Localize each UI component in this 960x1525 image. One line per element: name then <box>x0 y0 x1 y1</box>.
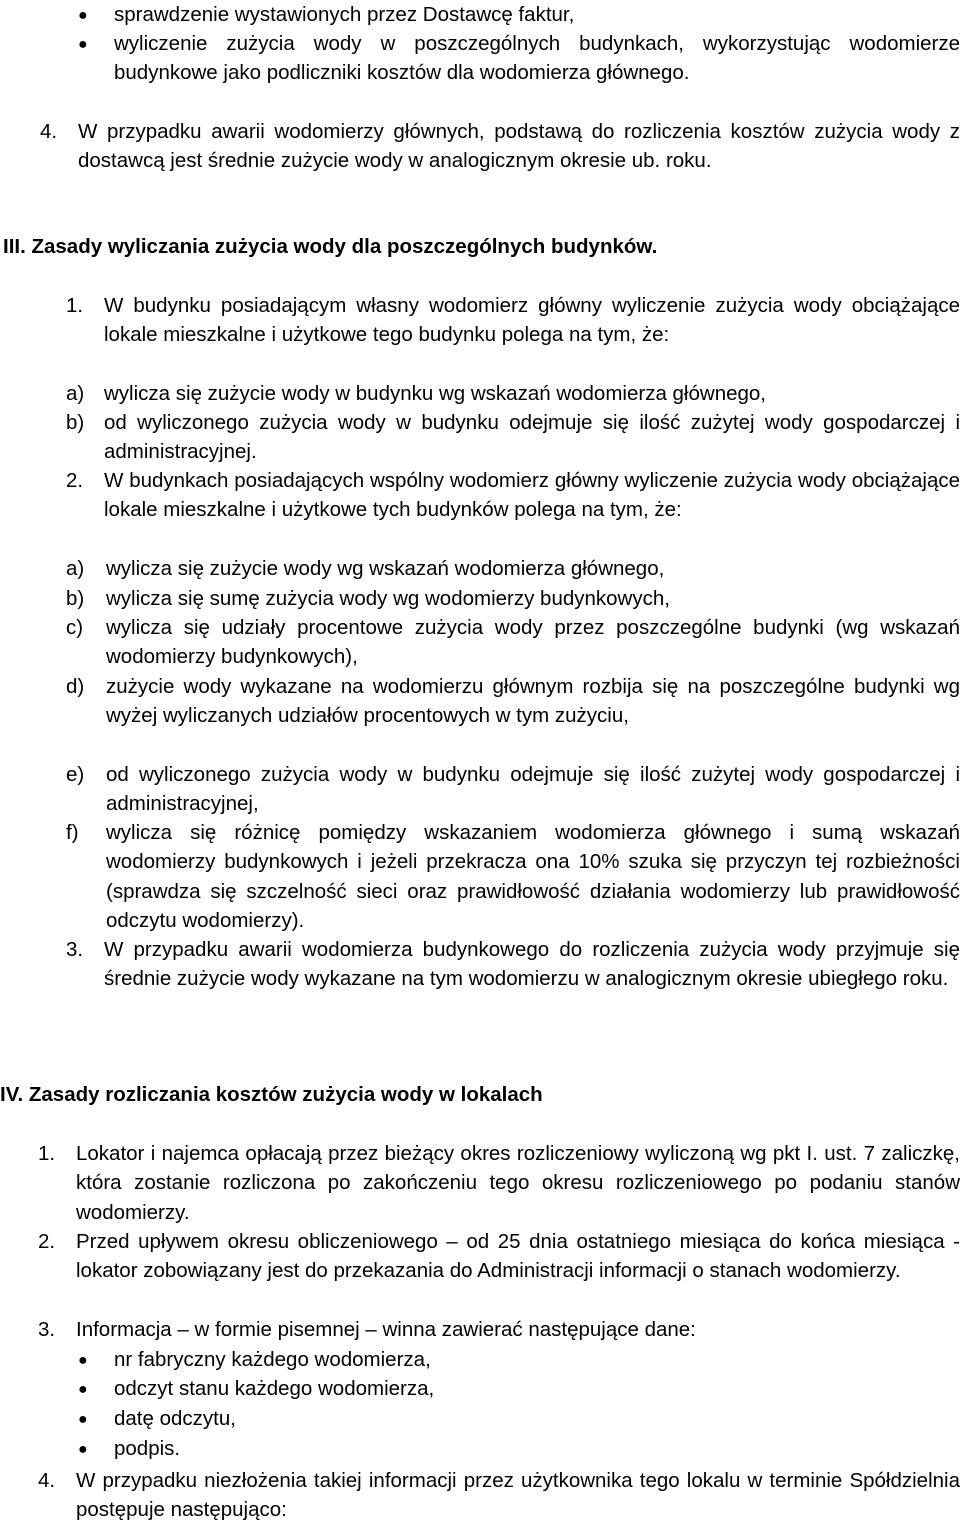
item-number: 4. <box>40 120 58 143</box>
item-number: 2. <box>66 469 84 492</box>
sub-item-text: wylicza się sumę zużycia wody wg wodomierzy budynkowych, <box>106 587 670 610</box>
sub-item-marker: a) <box>66 382 85 405</box>
numbered-item <box>66 466 960 525</box>
item-number: 1. <box>38 1142 56 1165</box>
sub-item-text: wylicza się różnicę pomiędzy wskazaniem wodomierza głównego i sumą wskazań wodomierzy budynkowych i jeżeli przekracza ona 10% szuka się przyczyn tej rozbieżności (sprawdza się szczelność sieci oraz prawidłowość działania wodomierzy lub prawidłowość odczytu wodomierzy). <box>106 821 960 932</box>
numbered-item <box>38 1315 960 1344</box>
item-text: W przypadku niezłożenia takiej informacji przez użytkownika tego lokalu w terminie Spółdzielnia postępuje następująco: <box>76 1469 960 1522</box>
numbered-item <box>38 1227 960 1286</box>
numbered-item <box>38 1466 960 1525</box>
bullet-icon: ● <box>78 1381 88 1398</box>
sub-item <box>66 818 960 935</box>
list-item-text: odczyt stanu każdego wodomierza, <box>114 1377 435 1400</box>
item-text: Przed upływem okresu obliczeniowego – od 25 dnia ostatniego miesiąca do końca miesiąca - lokator zobowiązany jest do przekazania do Administracji informacji o stanach wodomierzy. <box>76 1230 960 1283</box>
list-item-text: podpis. <box>114 1437 181 1460</box>
sub-item-marker: f) <box>66 821 79 844</box>
sub-item-marker: e) <box>66 763 85 786</box>
list-item-text: nr fabryczny każdego wodomierza, <box>114 1348 431 1371</box>
list-item <box>78 1404 960 1434</box>
sub-item-text: wylicza się zużycie wody w budynku wg wskazań wodomierza głównego, <box>104 382 766 405</box>
numbered-item <box>66 935 960 994</box>
item-text: Informacja – w formie pisemnej – winna zawierać następujące dane: <box>76 1318 696 1341</box>
sub-item-text: wylicza się udziały procentowe zużycia wody przez poszczególne budynki (wg wskazań wodomierzy budynkowych), <box>106 616 960 669</box>
sub-item-text: zużycie wody wykazane na wodomierzu głównym rozbija się na poszczególne budynki wg wyżej wyliczanych udziałów procentowych w tym zużyciu, <box>106 675 960 728</box>
section-heading: III. Zasady wyliczania zużycia wody dla poszczególnych budynków. <box>3 235 658 258</box>
sub-item-text: od wyliczonego zużycia wody w budynku odejmuje się ilość zużytej wody gospodarczej i administracyjnej, <box>106 763 960 816</box>
item-text: W budynku posiadającym własny wodomierz główny wyliczenie zużycia wody obciążające lokale mieszkalne i użytkowe tego budynku polega na tym, że: <box>104 294 960 347</box>
item-text: Lokator i najemca opłacają przez bieżący okres rozliczeniowy wyliczoną wg pkt I. ust. 7 zaliczkę, która zostanie rozliczona po zakończeniu tego okresu rozliczeniowego po podaniu stanów wodomierzy. <box>76 1142 960 1224</box>
sub-item-marker: d) <box>66 675 85 698</box>
section-heading: IV. Zasady rozliczania kosztów zużycia wody w lokalach <box>0 1083 543 1106</box>
numbered-item <box>38 1139 960 1227</box>
numbered-item <box>40 117 960 176</box>
sub-item-text: od wyliczonego zużycia wody w budynku odejmuje się ilość zużytej wody gospodarczej i administracyjnej. <box>104 411 960 464</box>
sub-item <box>66 672 960 731</box>
sub-item-marker: c) <box>66 616 84 639</box>
item-text: W przypadku awarii wodomierza budynkowego do rozliczenia zużycia wody przyjmuje się średnie zużycie wody wykazane na tym wodomierzu w analogicznym okresie ubiegłego roku. <box>104 938 960 991</box>
numbered-item <box>66 291 960 350</box>
item-number: 4. <box>38 1469 56 1492</box>
sub-item <box>66 584 960 613</box>
bullet-icon: ● <box>78 1441 88 1458</box>
sub-item-text: wylicza się zużycie wody wg wskazań wodomierza głównego, <box>106 557 665 580</box>
sub-item-marker: a) <box>66 557 85 580</box>
bullet-icon: ● <box>78 1411 88 1428</box>
list-item <box>78 0 960 30</box>
sub-item <box>66 408 960 467</box>
sub-item-marker: b) <box>66 587 85 610</box>
item-text: W przypadku awarii wodomierzy głównych, podstawą do rozliczenia kosztów zużycia wody z dostawcą jest średnie zużycie wody w analogicznym okresie ub. roku. <box>78 120 960 173</box>
sub-item <box>66 379 960 408</box>
item-number: 2. <box>38 1230 56 1253</box>
sub-item <box>66 554 960 583</box>
item-number: 3. <box>38 1318 56 1341</box>
sub-item <box>66 760 960 819</box>
list-item <box>78 29 960 88</box>
item-text: W budynkach posiadających wspólny wodomierz główny wyliczenie zużycia wody obciążające lokale mieszkalne i użytkowe tych budynków polega na tym, że: <box>104 469 960 522</box>
list-item <box>78 1345 960 1375</box>
list-item <box>78 1434 960 1464</box>
list-item-text: sprawdzenie wystawionych przez Dostawcę faktur, <box>114 3 575 26</box>
bullet-icon: ● <box>78 36 88 53</box>
item-number: 1. <box>66 294 84 317</box>
sub-item <box>66 613 960 672</box>
bullet-icon: ● <box>78 7 88 24</box>
item-number: 3. <box>66 938 84 961</box>
list-item <box>78 1374 960 1404</box>
list-item-text: wyliczenie zużycia wody w poszczególnych budynkach, wykorzystując wodomierze budynkowe jako podliczniki kosztów dla wodomierza głównego. <box>114 32 960 85</box>
bullet-icon: ● <box>78 1352 88 1369</box>
sub-item-marker: b) <box>66 411 85 434</box>
list-item-text: datę odczytu, <box>114 1407 236 1430</box>
